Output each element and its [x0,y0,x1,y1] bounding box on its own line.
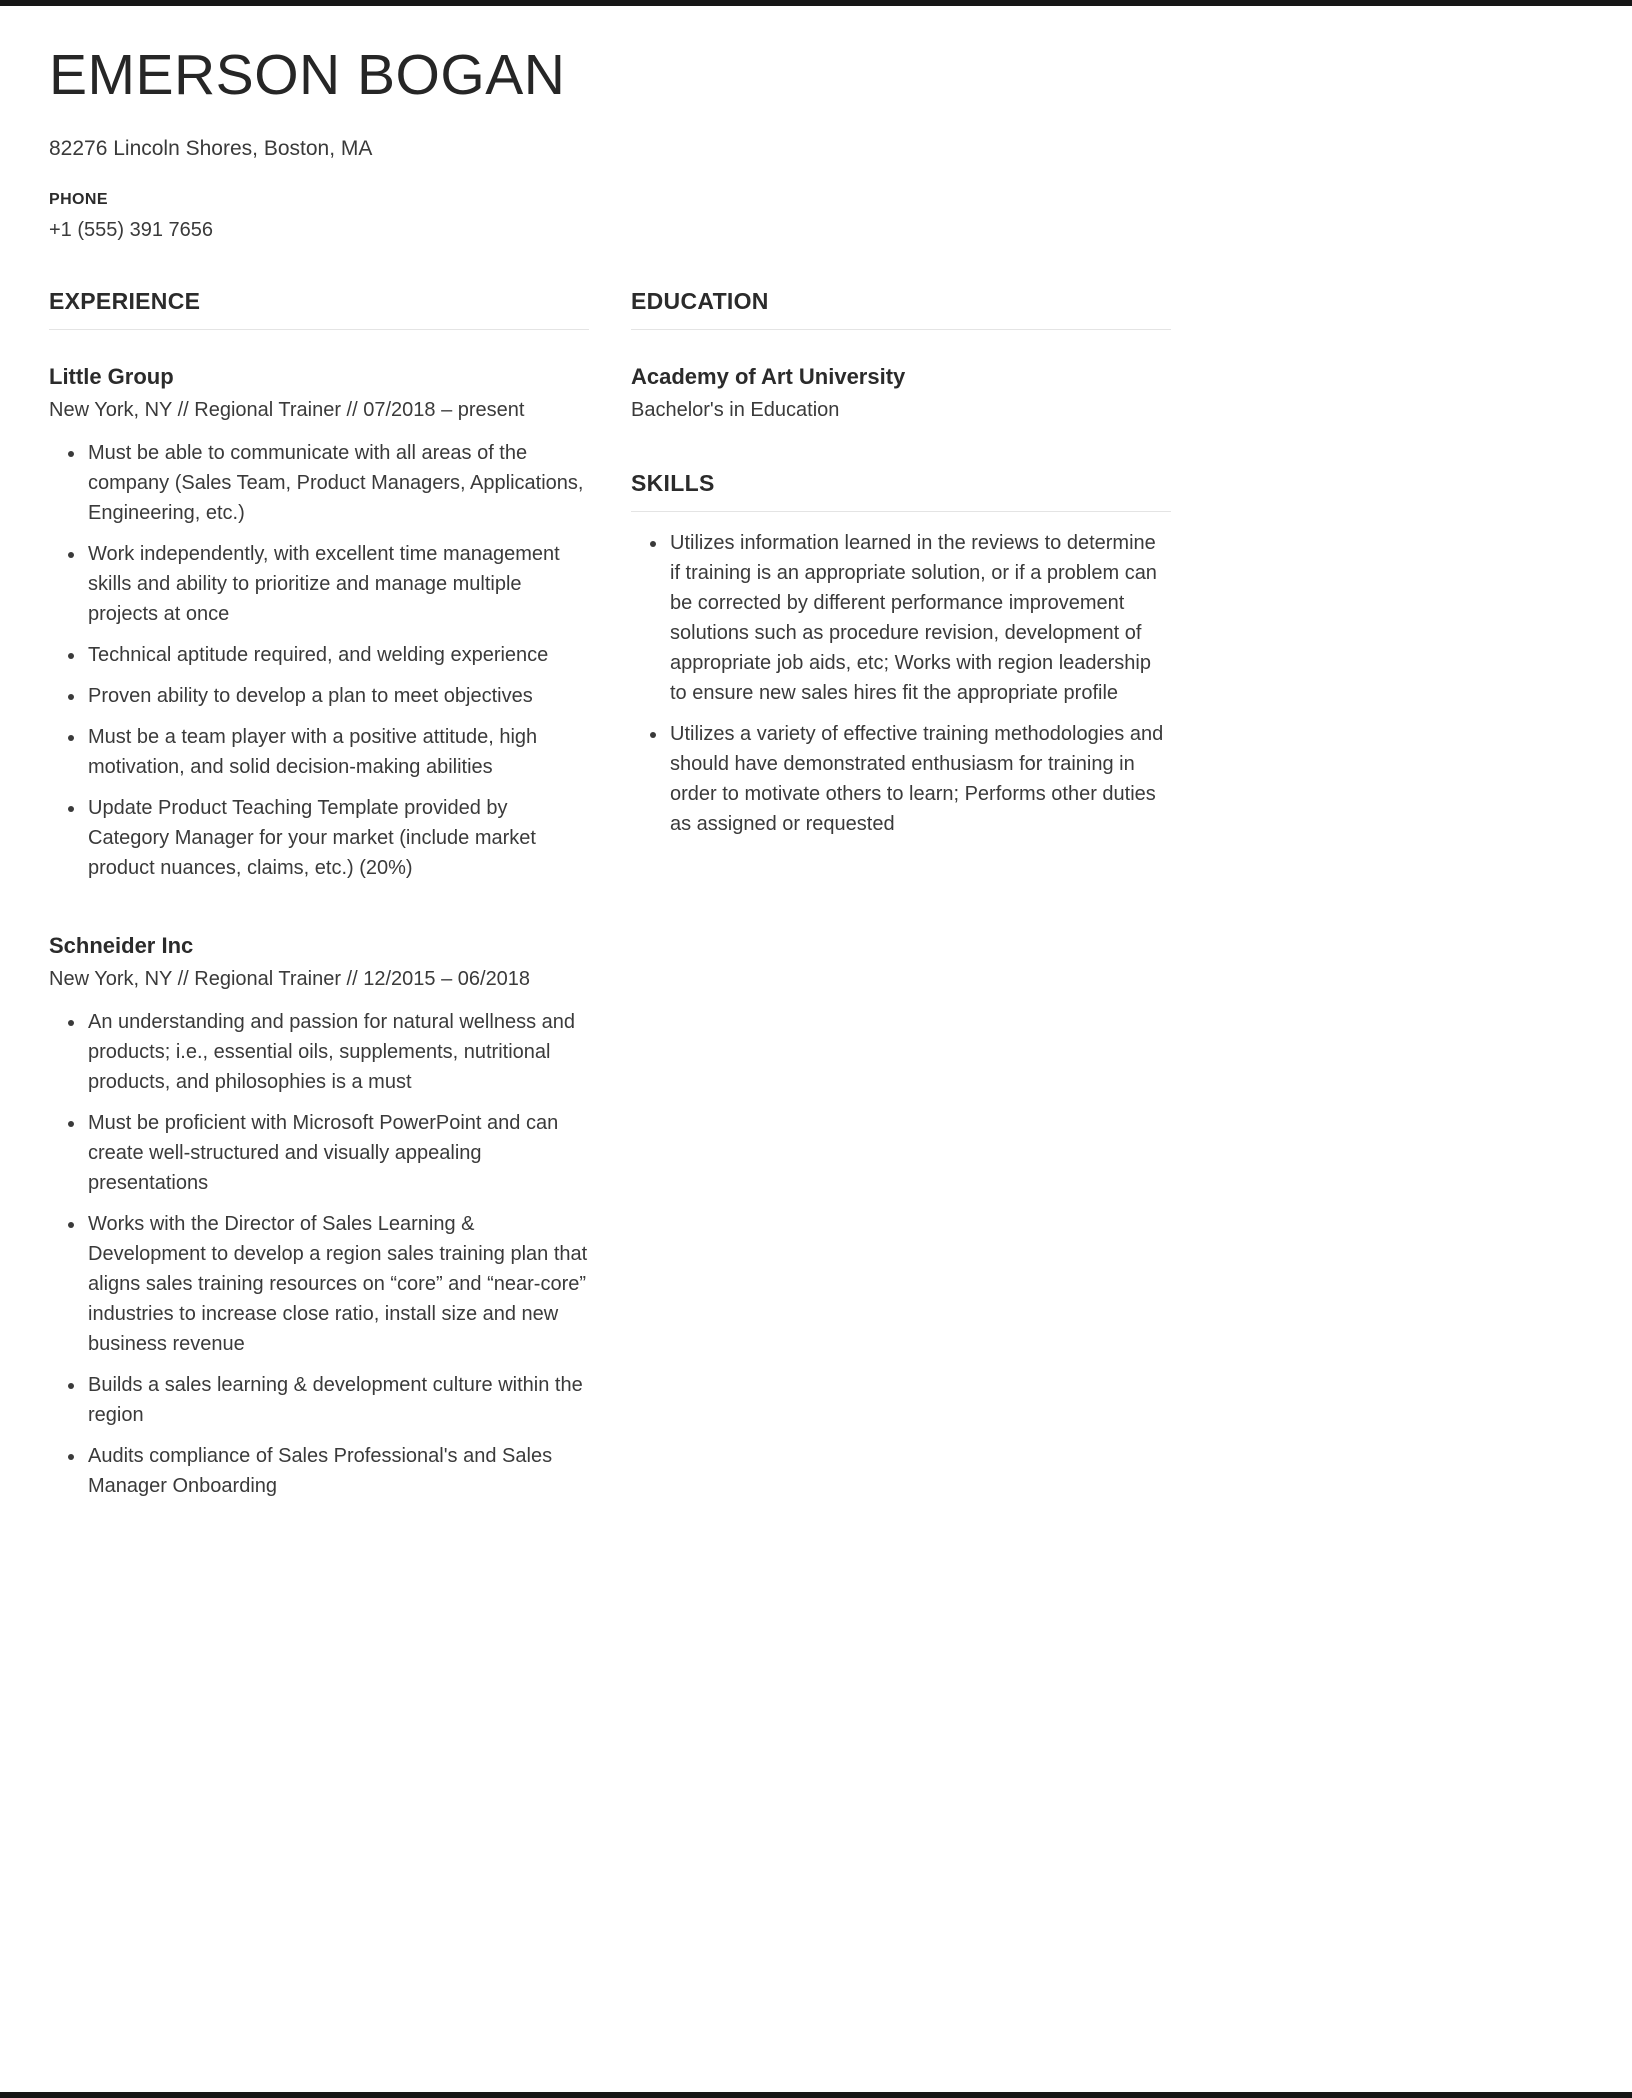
bullet-item: • Work independently, with excellent time management skills and ability to prioritize and manage multiple projects at once [86,539,589,629]
bullet-item: • Works with the Director of Sales Learning & Development to develop a region sales training plan that aligns sales training resources on “core” and “near-core” industries to increase close ratio, install size and new business revenue [86,1209,589,1359]
job-bullet-list [49,1007,589,1501]
experience-section [49,288,589,1501]
bullet-item: • Audits compliance of Sales Professional's and Sales Manager Onboarding [86,1441,589,1501]
education-section [631,288,1171,422]
job-bullet-list [49,438,589,883]
experience-heading: EXPERIENCE [49,288,589,330]
bottom-accent-bar [0,2092,1632,2098]
columns [49,288,1171,1501]
phone-number: +1 (555) 391 7656 [49,218,214,241]
bullet-item: • Must be a team player with a positive attitude, high motivation, and solid decision-making abilities [86,722,589,782]
bullet-item: • Must be proficient with Microsoft PowerPoint and can create well-structured and visually appealing presentations [86,1108,589,1198]
skills-list [631,528,1171,839]
job-entry-schneider-inc [49,933,589,1501]
job-meta: New York, NY // Regional Trainer // 12/2015 – 06/2018 [49,967,531,990]
candidate-name: EMERSON BOGAN [49,43,566,107]
resume-content [49,0,1171,1501]
job-entry-little-group [49,364,589,883]
school-name: Academy of Art University [631,363,906,389]
bullet-item: • Must be able to communicate with all areas of the company (Sales Team, Product Managers, Applications, Engineering, etc.) [86,438,589,528]
skill-item: • Utilizes a variety of effective training methodologies and should have demonstrated enthusiasm for training in order to motivate others to learn; Performs other duties as assigned or requested [668,719,1171,839]
company-name: Schneider Inc [49,932,194,958]
skills-section [631,470,1171,839]
bullet-item: • Update Product Teaching Template provided by Category Manager for your market (include market product nuances, claims, etc.) (20%) [86,793,589,883]
phone-label: PHONE [49,190,108,208]
resume-header [49,44,1171,242]
education-heading: EDUCATION [631,288,1171,330]
right-column [631,288,1171,1501]
bullet-item: • Proven ability to develop a plan to meet objectives [86,681,589,711]
bullet-item: • Builds a sales learning & development culture within the region [86,1370,589,1430]
skills-heading: SKILLS [631,470,1171,512]
skill-item: • Utilizes information learned in the reviews to determine if training is an appropriate solution, or if a problem can be corrected by different performance improvement solutions such as procedure revision, development of appropriate job aids, etc; Works with region leadership to ensure new sales hires fit the appropriate profile [668,528,1171,708]
bullet-item: • An understanding and passion for natural wellness and products; i.e., essential oils, supplements, nutritional products, and philosophies is a must [86,1007,589,1097]
bullet-item: • Technical aptitude required, and welding experience [86,640,589,670]
degree: Bachelor's in Education [631,398,840,421]
address-line: 82276 Lincoln Shores, Boston, MA [49,136,373,160]
company-name: Little Group [49,363,174,389]
job-meta: New York, NY // Regional Trainer // 07/2018 – present [49,398,525,421]
left-column [49,288,589,1501]
